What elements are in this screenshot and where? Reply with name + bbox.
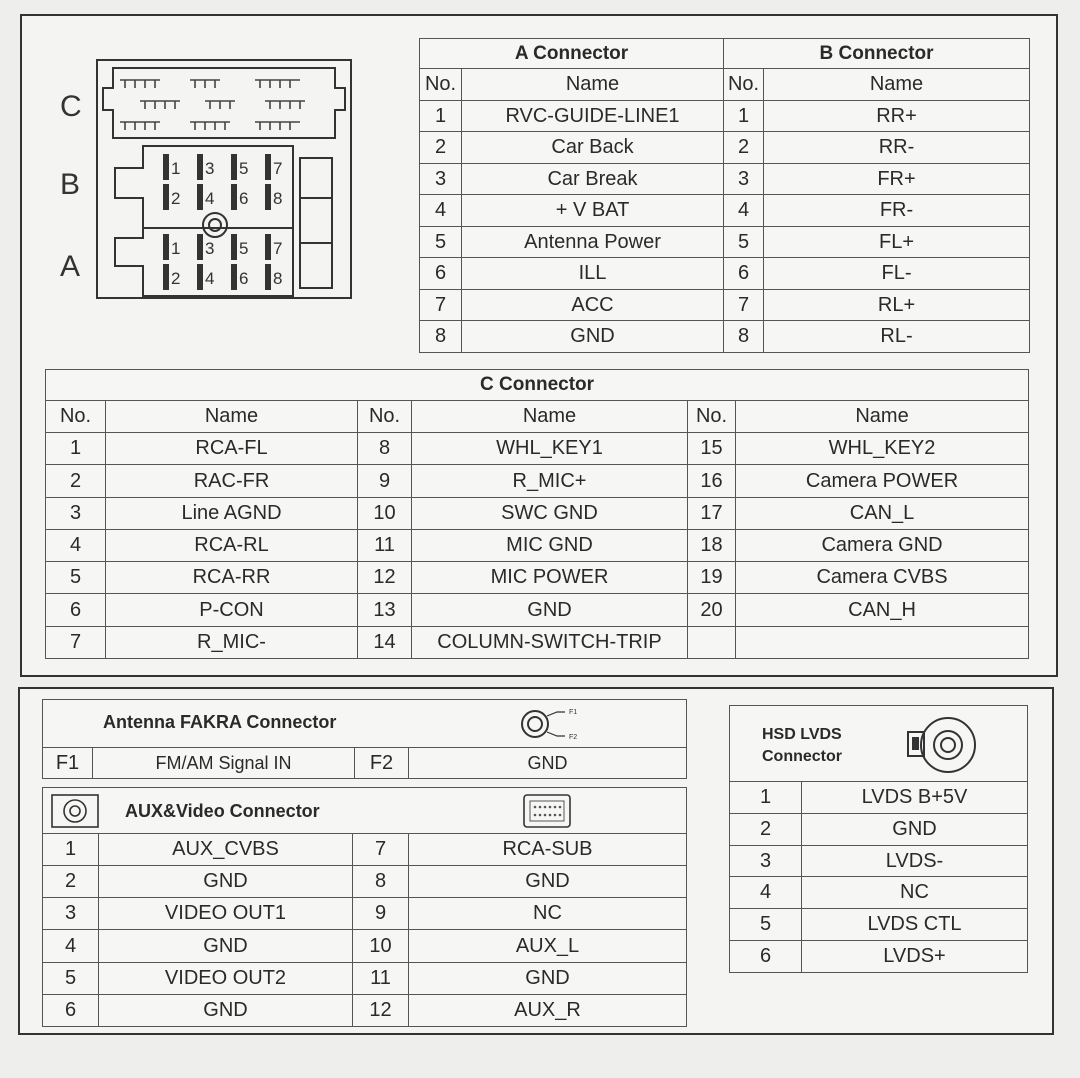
cell: RVC-GUIDE-LINE1 — [462, 100, 724, 132]
cell: MIC GND — [412, 529, 688, 561]
cell: GND — [99, 866, 353, 898]
cell: AUX_L — [409, 930, 687, 962]
cell: 1 — [420, 100, 462, 132]
cell: FL- — [764, 258, 1030, 290]
pin-a6: 6 — [239, 269, 249, 288]
c-name-header-3: Name — [736, 400, 1029, 432]
cell: 11 — [353, 962, 409, 994]
cell: 8 — [358, 433, 412, 465]
a-no-header: No. — [420, 69, 462, 101]
cell: 6 — [730, 941, 802, 973]
pin-a5: 5 — [239, 239, 249, 258]
cell: 9 — [353, 898, 409, 930]
pin-a7: 7 — [273, 239, 283, 258]
cell: 19 — [688, 562, 736, 594]
cell: 4 — [724, 195, 764, 227]
cell: 3 — [46, 497, 106, 529]
cell: VIDEO OUT2 — [99, 962, 353, 994]
cell: 18 — [688, 529, 736, 561]
table-row — [730, 909, 1028, 941]
cell: COLUMN-SWITCH-TRIP — [412, 626, 688, 658]
cell: 6 — [420, 258, 462, 290]
cell: 3 — [420, 163, 462, 195]
cell: ACC — [462, 289, 724, 321]
cell: 3 — [730, 845, 802, 877]
iso-connector-diagram — [95, 58, 355, 303]
aux-title: AUX&Video Connector — [125, 801, 320, 821]
b-no-header: No. — [724, 69, 764, 101]
hsd-plug-icon — [904, 712, 980, 778]
cell: 2 — [420, 132, 462, 164]
aux-plug-icon — [521, 792, 573, 830]
cell: 7 — [724, 289, 764, 321]
cell: 11 — [358, 529, 412, 561]
pin-b1: 1 — [171, 159, 181, 178]
table-row — [420, 163, 1030, 195]
cell: FL+ — [764, 226, 1030, 258]
cell: RCA-RL — [106, 529, 358, 561]
pin-b7: 7 — [273, 159, 283, 178]
cell: RCA-RR — [106, 562, 358, 594]
pin-a3: 3 — [205, 239, 215, 258]
row-label-b: B — [60, 168, 81, 201]
cell: VIDEO OUT1 — [99, 898, 353, 930]
cell: 10 — [358, 497, 412, 529]
cell: 17 — [688, 497, 736, 529]
fakra-title: Antenna FAKRA Connector — [103, 712, 337, 732]
row-label-a: A — [60, 250, 81, 283]
cell: RL- — [764, 321, 1030, 353]
hsd-lvds-table — [729, 705, 1028, 973]
c-no-header-3: No. — [688, 400, 736, 432]
cell: 16 — [688, 465, 736, 497]
cell: LVDS CTL — [802, 909, 1028, 941]
cell: NC — [409, 898, 687, 930]
hsd-title-line1: HSD LVDS — [762, 726, 842, 743]
cell: ILL — [462, 258, 724, 290]
cell: RAC-FR — [106, 465, 358, 497]
table-row — [730, 782, 1028, 814]
b-connector-title: B Connector — [724, 39, 1030, 69]
pin-b5: 5 — [239, 159, 249, 178]
table-row — [43, 748, 687, 779]
cell: 12 — [353, 994, 409, 1026]
cell: 14 — [358, 626, 412, 658]
hsd-header — [730, 706, 1028, 782]
cell: 6 — [46, 594, 106, 626]
cell: 1 — [46, 433, 106, 465]
cell: SWC GND — [412, 497, 688, 529]
cell: RCA-FL — [106, 433, 358, 465]
cell: 2 — [46, 465, 106, 497]
cell: Antenna Power — [462, 226, 724, 258]
cell: 7 — [420, 289, 462, 321]
cell: + V BAT — [462, 195, 724, 227]
cell: Car Break — [462, 163, 724, 195]
cell: GND — [99, 930, 353, 962]
cell: 6 — [43, 994, 99, 1026]
cell: GND — [99, 994, 353, 1026]
cell: MIC POWER — [412, 562, 688, 594]
cell: GND — [409, 748, 687, 779]
cell: LVDS- — [802, 845, 1028, 877]
cell: 7 — [353, 834, 409, 866]
cell: 8 — [420, 321, 462, 353]
cell: AUX_CVBS — [99, 834, 353, 866]
cell: 1 — [724, 100, 764, 132]
pin-b4: 4 — [205, 189, 215, 208]
cell: CAN_L — [736, 497, 1029, 529]
c-name-header-2: Name — [412, 400, 688, 432]
cell: 4 — [46, 529, 106, 561]
hsd-title — [762, 724, 842, 768]
cell: 5 — [420, 226, 462, 258]
pin-b6: 6 — [239, 189, 249, 208]
cell: NC — [802, 877, 1028, 909]
cell: F1 — [43, 748, 93, 779]
table-row — [46, 626, 1029, 658]
table-row — [43, 866, 687, 898]
c-no-header-1: No. — [46, 400, 106, 432]
cell: P-CON — [106, 594, 358, 626]
a-connector-title: A Connector — [420, 39, 724, 69]
cell: 6 — [724, 258, 764, 290]
cell: 7 — [46, 626, 106, 658]
table-row — [43, 834, 687, 866]
cell: LVDS+ — [802, 941, 1028, 973]
table-row — [46, 594, 1029, 626]
table-row — [420, 289, 1030, 321]
fakra-table — [42, 699, 687, 779]
cell — [736, 626, 1029, 658]
fakra-icon-label-2: F2 — [569, 734, 578, 741]
table-row — [730, 845, 1028, 877]
cell: 2 — [730, 813, 802, 845]
cell: Car Back — [462, 132, 724, 164]
table-row — [420, 195, 1030, 227]
cell: GND — [409, 866, 687, 898]
table-row — [43, 994, 687, 1026]
cell: 10 — [353, 930, 409, 962]
table-row — [46, 562, 1029, 594]
rca-jack-icon — [51, 794, 99, 828]
pin-b8: 8 — [273, 189, 283, 208]
fakra-header — [43, 700, 687, 748]
cell: 3 — [43, 898, 99, 930]
cell: 4 — [43, 930, 99, 962]
cell: WHL_KEY1 — [412, 433, 688, 465]
cell: R_MIC- — [106, 626, 358, 658]
cell: 8 — [724, 321, 764, 353]
table-row — [43, 930, 687, 962]
cell: FM/AM Signal IN — [93, 748, 355, 779]
a-name-header: Name — [462, 69, 724, 101]
table-row — [46, 465, 1029, 497]
cell: F2 — [355, 748, 409, 779]
cell: FR- — [764, 195, 1030, 227]
pin-b3: 3 — [205, 159, 215, 178]
cell: 5 — [730, 909, 802, 941]
cell: 12 — [358, 562, 412, 594]
cell: RR+ — [764, 100, 1030, 132]
cell: 2 — [43, 866, 99, 898]
cell: 3 — [724, 163, 764, 195]
cell: 1 — [730, 782, 802, 814]
cell: 4 — [420, 195, 462, 227]
row-label-c: C — [60, 90, 82, 123]
pin-a2: 2 — [171, 269, 181, 288]
c-connector-table — [45, 369, 1029, 659]
table-row — [43, 962, 687, 994]
fakra-plug-icon — [517, 704, 587, 744]
cell: 1 — [43, 834, 99, 866]
c-connector-title: C Connector — [46, 370, 1029, 401]
pin-a4: 4 — [205, 269, 215, 288]
cell: 15 — [688, 433, 736, 465]
table-row — [730, 877, 1028, 909]
table-row — [420, 226, 1030, 258]
cell: GND — [412, 594, 688, 626]
cell: 20 — [688, 594, 736, 626]
cell: 9 — [358, 465, 412, 497]
b-name-header: Name — [764, 69, 1030, 101]
table-row — [420, 258, 1030, 290]
cell: LVDS B+5V — [802, 782, 1028, 814]
table-row — [420, 132, 1030, 164]
table-row — [46, 497, 1029, 529]
c-no-header-2: No. — [358, 400, 412, 432]
cell: GND — [462, 321, 724, 353]
cell: 5 — [46, 562, 106, 594]
fakra-icon-label-1: F1 — [569, 709, 578, 716]
cell: CAN_H — [736, 594, 1029, 626]
cell: 5 — [724, 226, 764, 258]
pin-a1: 1 — [171, 239, 181, 258]
cell: R_MIC+ — [412, 465, 688, 497]
cell: WHL_KEY2 — [736, 433, 1029, 465]
cell: FR+ — [764, 163, 1030, 195]
cell: Camera CVBS — [736, 562, 1029, 594]
c-name-header-1: Name — [106, 400, 358, 432]
pin-a8: 8 — [273, 269, 283, 288]
table-row — [420, 100, 1030, 132]
aux-header — [43, 788, 687, 834]
cell: 8 — [353, 866, 409, 898]
cell: 2 — [724, 132, 764, 164]
cell: RR- — [764, 132, 1030, 164]
table-row — [730, 941, 1028, 973]
cell: Camera POWER — [736, 465, 1029, 497]
cell: 5 — [43, 962, 99, 994]
aux-video-table — [42, 787, 687, 1027]
cell: GND — [409, 962, 687, 994]
cell: RL+ — [764, 289, 1030, 321]
table-row — [730, 813, 1028, 845]
cell — [688, 626, 736, 658]
ab-connector-table — [419, 38, 1030, 353]
table-row — [420, 321, 1030, 353]
cell: GND — [802, 813, 1028, 845]
cell: 4 — [730, 877, 802, 909]
cell: 13 — [358, 594, 412, 626]
cell: Line AGND — [106, 497, 358, 529]
table-row — [46, 529, 1029, 561]
table-row — [46, 433, 1029, 465]
pin-b2: 2 — [171, 189, 181, 208]
hsd-title-line2: Connector — [762, 748, 842, 765]
cell: AUX_R — [409, 994, 687, 1026]
cell: Camera GND — [736, 529, 1029, 561]
cell: RCA-SUB — [409, 834, 687, 866]
table-row — [43, 898, 687, 930]
